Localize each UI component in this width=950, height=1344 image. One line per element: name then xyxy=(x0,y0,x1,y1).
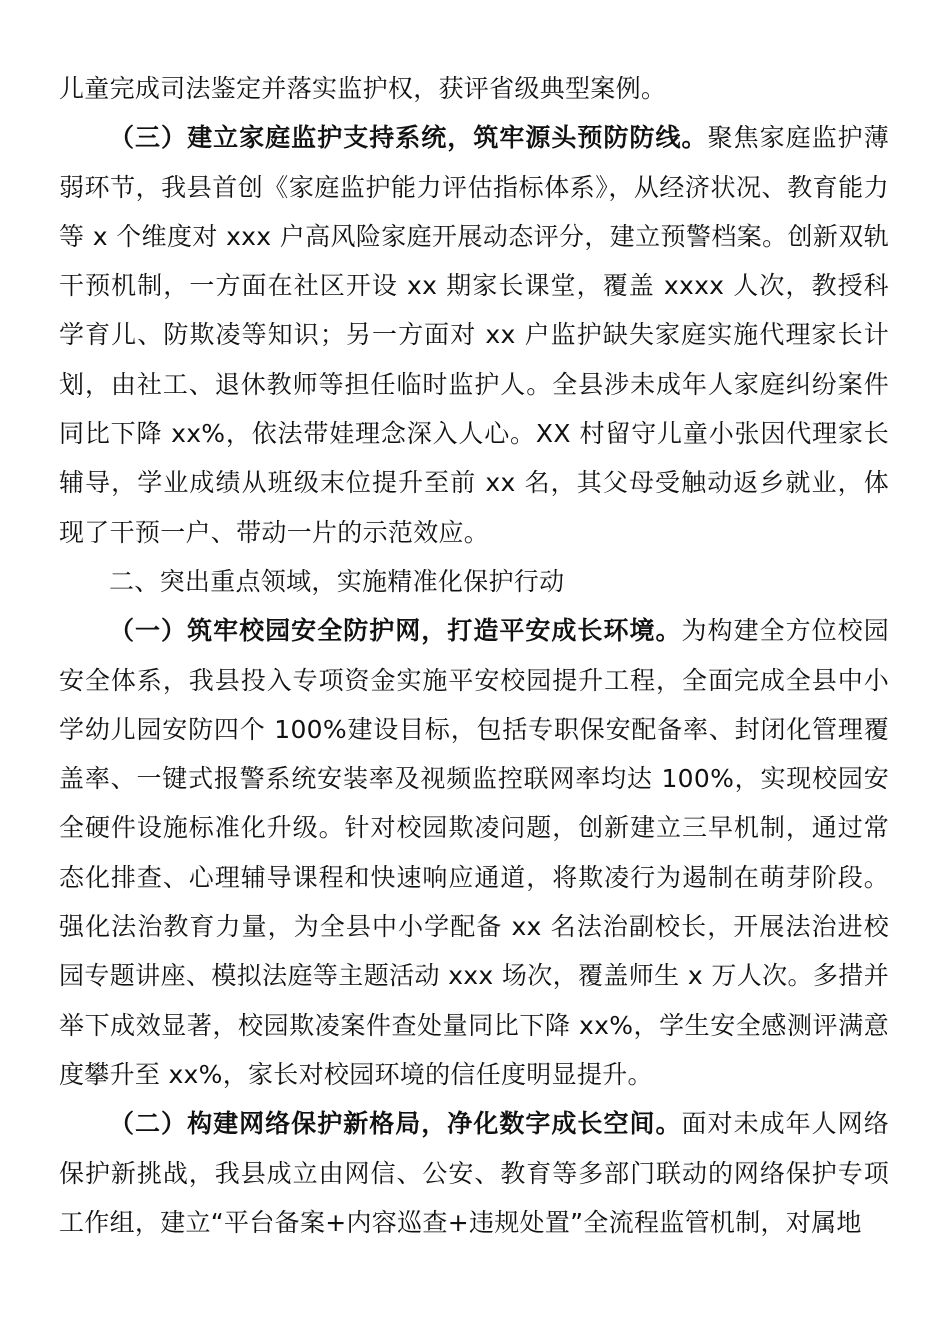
paragraph-heading: （三）建立家庭监护支持系统，筑牢源头预防防线。 xyxy=(109,123,708,153)
paragraph-network-protection xyxy=(59,1099,889,1247)
paragraph-continuation xyxy=(59,64,889,113)
section-heading xyxy=(59,557,889,606)
paragraph-text: 儿童完成司法鉴定并落实监护权，获评省级典型案例。 xyxy=(59,74,667,103)
paragraph-campus-safety xyxy=(59,606,889,1099)
paragraph-heading: （二）构建网络保护新格局，净化数字成长空间。 xyxy=(109,1109,682,1139)
section-heading-text: 二、突出重点领域，实施精准化保护行动 xyxy=(109,566,565,596)
paragraph-text: 为构建全方位校园安全体系，我县投入专项资金实施平安校园提升工程，全面完成全县中小学幼儿园安防四个 100%建设目标，包括专职保安配备率、封闭化管理覆盖率、一键式报警系统安装率及视频监控联网率均达 100%，实现校园安全硬件设施标准化升级。针对校园欺凌问题，创新建立三早机制，通过常态化排查、心理辅导课程和快速响应通道，将欺凌行为遏制在萌芽阶段。强化法治教育力量，为全县中小学配备 xx 名法治副校长，开展法治进校园专题讲座、模拟法庭等主题活动 xxx 场次，覆盖师生 x 万人次。多措并举下成效显著，校园欺凌案件查处量同比下降 xx%，学生安全感测评满意度攀升至 xx%，家长对校园环境的信任度明显提升。 xyxy=(59,616,889,1089)
paragraph-text: 聚焦家庭监护薄弱环节，我县首创《家庭监护能力评估指标体系》，从经济状况、教育能力等 x 个维度对 xxx 户高风险家庭开展动态评分，建立预警档案。创新双轨干预机制，一方面在社区开设 xx 期家长课堂，覆盖 xxxx 人次，教授科学育儿、防欺凌等知识；另一方面对 xx 户监护缺失家庭实施代理家长计划，由社工、退休教师等担任临时监护人。全县涉未成年人家庭纠纷案件同比下降 xx%，依法带娃理念深入人心。XX 村留守儿童小张因代理家长辅导，学业成绩从班级末位提升至前 xx 名，其父母受触动返乡就业，体现了干预一户、带动一片的示范效应。 xyxy=(59,123,889,547)
paragraph-text: 面对未成年人网络保护新挑战，我县成立由网信、公安、教育等多部门联动的网络保护专项工作组，建立“平台备案+内容巡查+违规处置”全流程监管机制，对属地 xyxy=(59,1109,889,1237)
document-body xyxy=(59,64,889,1247)
paragraph-heading: （一）筑牢校园安全防护网，打造平安成长环境。 xyxy=(109,616,682,646)
paragraph-family-guardianship xyxy=(59,113,889,557)
